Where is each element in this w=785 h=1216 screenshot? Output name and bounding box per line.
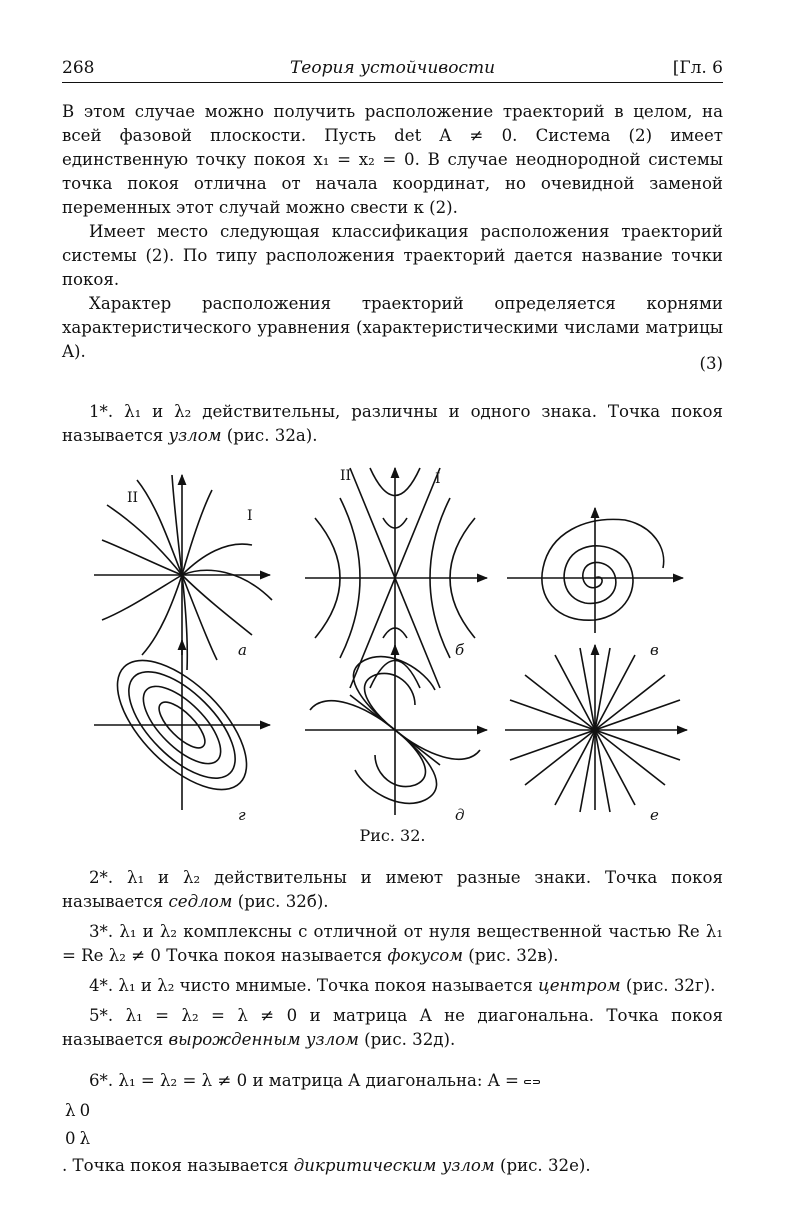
item-ref: (рис. 32б).	[237, 892, 329, 911]
item-3	[62, 920, 723, 968]
header-rule	[62, 82, 723, 83]
term: узлом	[168, 426, 222, 445]
item-ref: (рис. 32д).	[364, 1030, 456, 1049]
panel-g-center	[94, 639, 270, 812]
phase-portraits	[90, 460, 700, 840]
equation-number: (3)	[699, 354, 723, 373]
item-number: 5*.	[89, 1006, 114, 1025]
item-text: λ₁ = λ₂ = λ ≠ 0 и матрица A диагональна: A =	[118, 1071, 519, 1090]
panel-label-d: д	[455, 806, 465, 824]
item-text: λ₁ и λ₂ комплексны с отличной от нуля вещественной частью Re λ₁ = Re λ₂ ≠ 0 Точка покоя называется	[62, 922, 723, 965]
figure-32	[90, 460, 700, 840]
item-1	[62, 400, 723, 448]
item-number: 3*.	[89, 922, 114, 941]
panel-label-b: б	[455, 641, 465, 659]
term: дикритическим узлом	[293, 1156, 495, 1175]
item-6	[62, 1066, 723, 1096]
term: фокусом	[387, 946, 463, 965]
item-2	[62, 866, 723, 914]
item-ref: (рис. 32е).	[499, 1156, 591, 1175]
items-2-6	[62, 866, 723, 1195]
quadrant-label-i-b: I	[435, 471, 441, 487]
paragraph-2: Имеет место следующая классификация расположения траекторий системы (2). По типу расположения траекторий дается название точки покоя.	[62, 222, 723, 289]
item-text: λ₁ и λ₂ чисто мнимые. Точка покоя называется	[118, 976, 533, 995]
panel-v-focus	[507, 508, 683, 633]
term: центром	[538, 976, 621, 995]
item-4	[62, 974, 723, 998]
paragraph-3: Характер расположения траекторий определяется корнями характеристического уравнения (характеристическими числами матрицы A).	[62, 294, 723, 361]
chapter-label: [Гл. 6	[672, 58, 723, 78]
item-5	[62, 1004, 723, 1052]
matrix-cell: λ	[79, 1129, 91, 1148]
page-number: 268	[62, 58, 95, 78]
item-text: покоя называется	[130, 1156, 289, 1175]
item-text: λ₁ = λ₂ = λ ≠ 0 и матрица A не диагональна. Точка покоя называется	[62, 1006, 723, 1049]
item-text: λ₁ и λ₂ действительны и имеют разные знаки. Точка покоя называется	[62, 868, 723, 911]
term: седлом	[168, 892, 233, 911]
term: вырожденным узлом	[168, 1030, 359, 1049]
quadrant-label-ii-b: II	[340, 468, 352, 484]
item-number: 4*.	[89, 976, 114, 995]
item-number: 2*.	[89, 868, 114, 887]
quadrant-label-ii: II	[127, 490, 139, 506]
panel-label-a: а	[238, 641, 247, 659]
item-number: 6*.	[89, 1071, 114, 1090]
item-text: . Точка	[62, 1156, 125, 1175]
item-ref: (рис. 32в).	[468, 946, 559, 965]
matrix-cell: λ	[65, 1101, 76, 1120]
panel-label-g: г	[238, 806, 246, 824]
panel-label-v: в	[650, 641, 659, 659]
paragraph-1: В этом случае можно получить расположение траекторий в целом, на всей фазовой плоскости. Пусть det A ≠ 0. Система (2) имеет единственную точку покоя x₁ = x₂ = 0. В случае неоднородной системы точка покоя отлична от начала координат, но очевидной заменой переменных этот случай можно свести к (2).	[62, 102, 723, 217]
item-text: λ₁ и λ₂ действительны, различны и одного знака. Точка покоя называется	[62, 402, 723, 445]
panel-label-e: е	[650, 806, 659, 824]
matrix-cell: 0	[65, 1129, 76, 1148]
panel-d-degenerate-node	[305, 645, 487, 815]
matrix-cell: 0	[79, 1101, 91, 1120]
intro-text	[62, 100, 723, 364]
figure-caption: Рис. 32.	[359, 826, 426, 845]
running-header	[62, 58, 723, 82]
quadrant-label-i: I	[247, 508, 253, 524]
item-number: 1*.	[89, 402, 114, 421]
panel-e-dicritical-node	[505, 645, 687, 812]
item-ref: (рис. 32г).	[625, 976, 716, 995]
item-ref: (рис. 32а).	[226, 426, 318, 445]
running-title: Теория устойчивости	[289, 58, 496, 78]
